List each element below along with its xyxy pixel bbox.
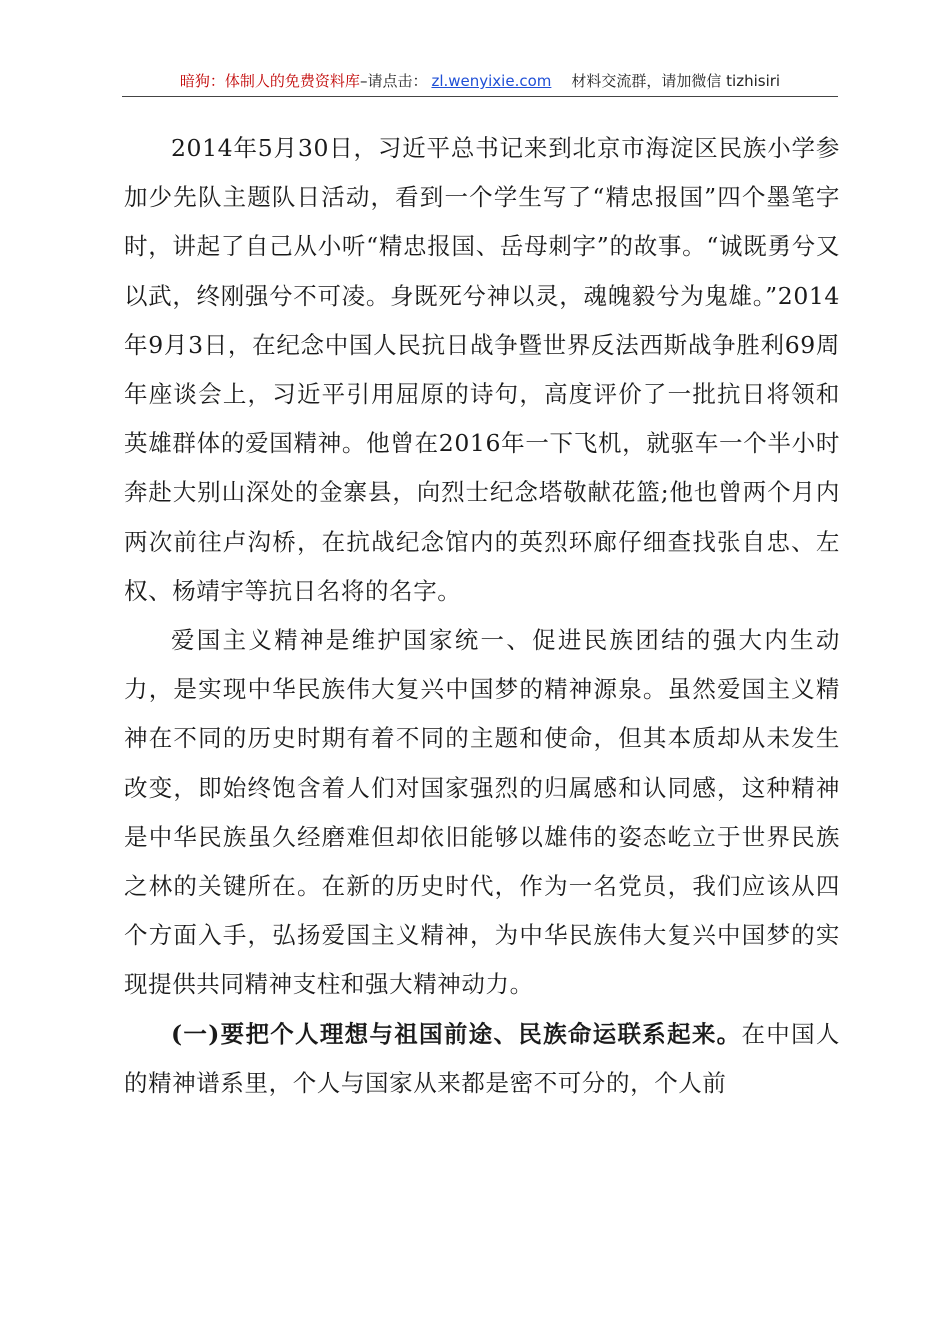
header-click-label: –请点击： xyxy=(359,72,428,90)
paragraph-1-text: 2014年5月30日，习近平总书记来到北京市海淀区民族小学参加少先队主题队日活动，看到一个学生写了“精忠报国”四个墨笔字时，讲起了自己从小听“精忠报国、岳母刺字”的故事。“诚既勇兮又以武，终刚强兮不可凌。身既死兮神以灵，魂魄毅兮为鬼雄。”2014年9月3日，在纪念中国人民抗日战争暨世界反法西斯战争胜利69周年座谈会上，习近平引用屈原的诗句，高度评价了一批抗日将领和英雄群体的爱国精神。他曾在2016年一下飞机，就驱车一个半小时奔赴大别山深处的金寨县，向烈士纪念塔敬献花篮;他也曾两个月内两次前往卢沟桥，在抗战纪念馆内的英烈环廊仔细查找张自忠、左权、杨靖宇等抗日名将的名字。 xyxy=(124,134,840,605)
paragraph-2-text: 爱国主义精神是维护国家统一、促进民族团结的强大内生动力，是实现中华民族伟大复兴中国梦的精神源泉。虽然爱国主义精神在不同的历史时期有着不同的主题和使命，但其本质却从未发生改变，即始终饱含着人们对国家强烈的归属感和认同感，这种精神是中华民族虽久经磨难但却依旧能够以雄伟的姿态屹立于世界民族之林的关键所在。在新的历史时代，作为一名党员，我们应该从四个方面入手，弘扬爱国主义精神，为中华民族伟大复兴中国梦的实现提供共同精神支柱和强大精神动力。 xyxy=(124,626,840,999)
page-header xyxy=(122,70,838,97)
paragraph-1 xyxy=(124,124,840,616)
paragraph-2 xyxy=(124,616,840,1010)
document-body xyxy=(124,124,840,1108)
paragraph-3 xyxy=(124,1010,840,1108)
header-site-name: 暗狗：体制人的免费资料库 xyxy=(179,72,360,90)
paragraph-3-heading: (一)要把个人理想与祖国前途、民族命运联系起来。 xyxy=(171,1019,742,1048)
header-group-text: 材料交流群，请加微信 tizhisiri xyxy=(571,72,781,90)
paragraph-3-text: 在中国人的精神谱系里，个人与国家从来都是密不可分的，个人前 xyxy=(124,1019,840,1097)
header-link[interactable]: zl.wenyixie.com xyxy=(431,72,552,90)
